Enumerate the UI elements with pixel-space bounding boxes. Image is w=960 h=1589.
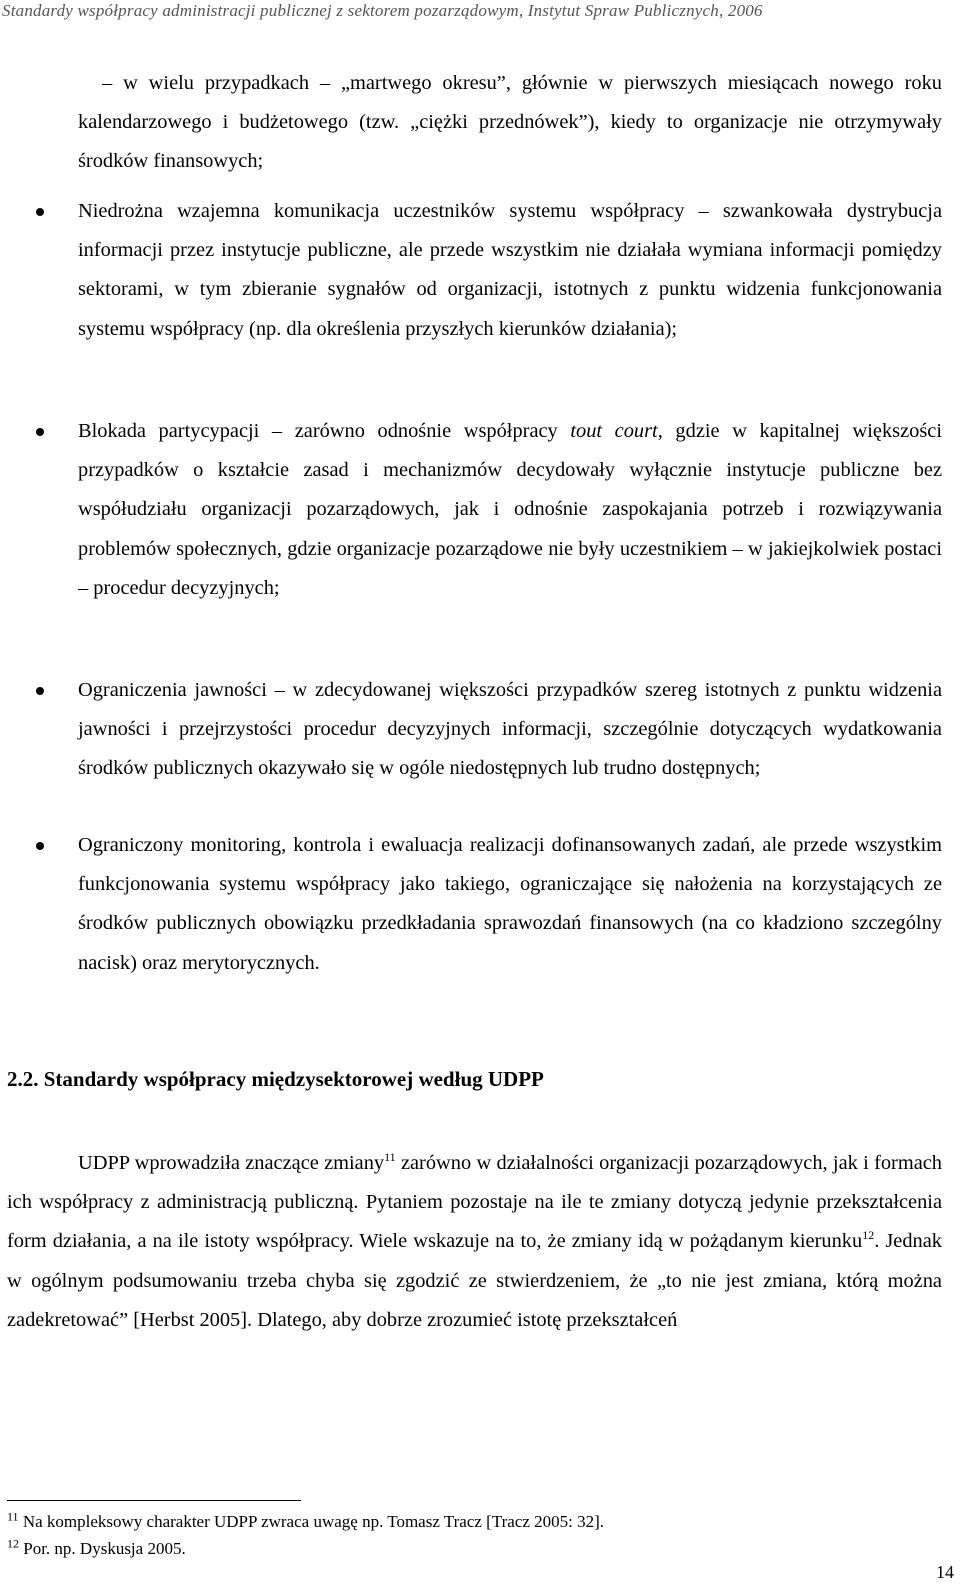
running-header-text: Standardy współpracy administracji publicznej z sektorem pozarządowym, Instytut Spraw Publicznych, 2006 xyxy=(2,1,763,20)
section-number: 2.2. xyxy=(7,1067,39,1091)
list-item xyxy=(78,412,942,608)
section-title: Standardy współpracy międzysektorowej według UDPP xyxy=(43,1067,544,1091)
list-item-text: Ograniczenia jawności – w zdecydowanej większości przypadków szereg istotnych z punktu widzenia jawności i przejrzystości procedur decyzyjnych informacji, szczególnie dotyczących wydatkowania środków publicznych okazywało się w ogóle niedostępnych lub trudno dostępnych; xyxy=(78,679,942,780)
list-item-text: Blokada partycypacji – zarówno odnośnie współpracy xyxy=(78,420,571,442)
footnote-number: 12 xyxy=(7,1536,19,1551)
paragraph-text: . Jednak w ogólnym podsumowaniu trzeba chyba się zgodzić ze stwierdzeniem, że „to nie jest zmiana, którą można zadekretować” [Herbst 2005]. Dlatego, aby dobrze zrozumieć istotę przekształceń xyxy=(7,1230,942,1331)
bullet-icon xyxy=(34,206,46,218)
body-paragraph xyxy=(7,1144,942,1340)
paragraph-text: zarówno w działalności organizacji pozarządowych, jak i formach ich współpracy z administracją publiczną. Pytaniem pozostaje na ile te zmiany dotyczą jedynie przekształcenia form działania, a na ile istoty współpracy. Wiele wskazuje na to, że zmiany idą w pożądanym kierunku xyxy=(7,1152,943,1253)
footnote-text: Por. np. Dyskusja 2005. xyxy=(19,1539,186,1558)
section-heading xyxy=(7,1067,544,1092)
footnote xyxy=(7,1509,605,1532)
list-item-continuation xyxy=(78,64,942,182)
bullet-icon xyxy=(34,840,46,852)
footnote-separator xyxy=(7,1500,301,1501)
list-item xyxy=(78,671,942,789)
bullet-icon xyxy=(34,426,46,438)
list-item-text: – w wielu przypadkach – „martwego okresu”, głównie w pierwszych miesiącach nowego roku kalendarzowego i budżetowego (tzw. „ciężki przednówek”), kiedy to organizacje nie otrzymywały środków finansowych; xyxy=(78,72,942,173)
list-item-text: Niedrożna wzajemna komunikacja uczestników systemu współpracy – szwankowała dystrybucja informacji przez instytucje publiczne, ale przede wszystkim nie działała wymiana informacji pomiędzy sektorami, w tym zbieranie sygnałów od organizacji, istotnych z punktu widzenia funkcjonowania systemu współpracy (np. dla określenia przyszłych kierunków działania); xyxy=(78,200,942,340)
footnote-text: Na kompleksowy charakter UDPP zwraca uwagę np. Tomasz Tracz [Tracz 2005: 32]. xyxy=(18,1512,605,1531)
list-item-emphasis: tout court xyxy=(570,420,658,442)
list-item xyxy=(78,826,942,983)
list-item-text: , gdzie w kapitalnej większości przypadków o kształcie zasad i mechanizmów decydowały wyłącznie instytucje publiczne bez współudziału organizacji pozarządowych, jak i odnośnie zaspokajania potrzeb i rozwiązywania problemów społecznych, gdzie organizacje pozarządowe nie były uczestnikiem – w jakiejkolwiek postaci – procedur decyzyjnych; xyxy=(78,420,942,599)
page-number: 14 xyxy=(936,1562,954,1582)
footnote xyxy=(7,1536,186,1559)
footnote-ref[interactable]: 12 xyxy=(862,1228,875,1243)
footnote-number: 11 xyxy=(7,1509,19,1524)
list-item xyxy=(78,192,942,349)
list-item-text: Ograniczony monitoring, kontrola i ewaluacja realizacji dofinansowanych zadań, ale przede wszystkim funkcjonowania systemu współpracy jako takiego, ograniczające się nałożenia na korzystających ze środków publicznych obowiązku przedkładania sprawozdań finansowych (na co kładziono szczególny nacisk) oraz merytorycznych. xyxy=(78,834,942,974)
paragraph-text: UDPP wprowadziła znaczące zmiany xyxy=(78,1152,385,1174)
footnote-ref[interactable]: 11 xyxy=(384,1150,396,1165)
bullet-icon xyxy=(34,685,46,697)
